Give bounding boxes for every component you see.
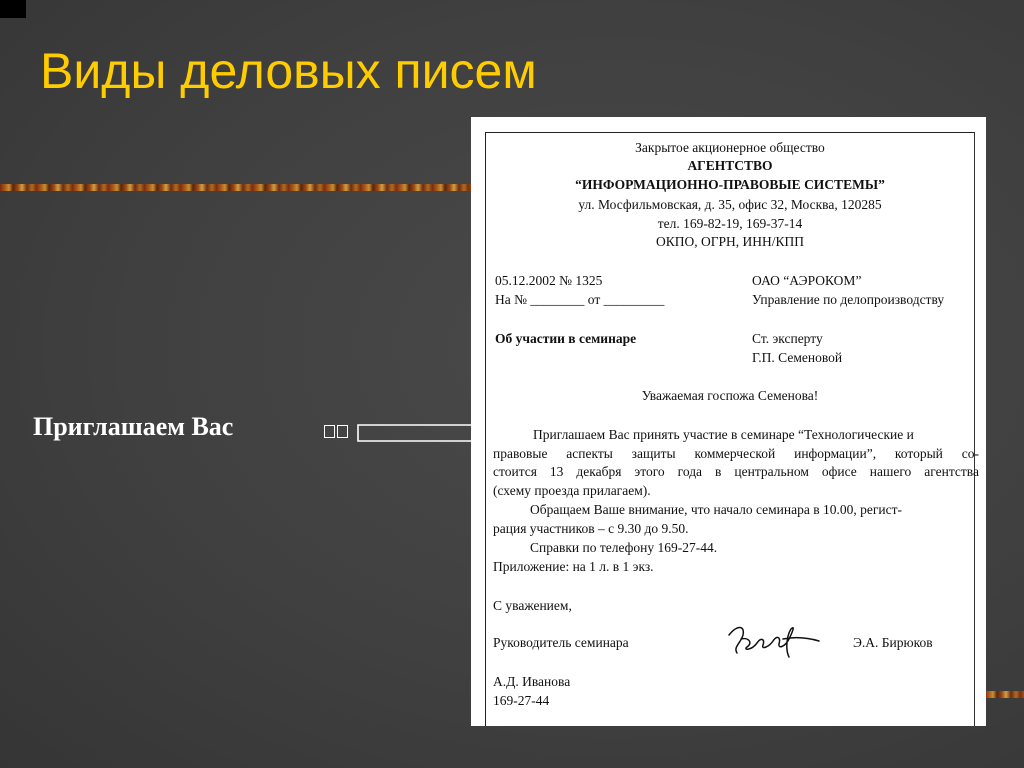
org-name-line-2: “ИНФОРМАЦИОННО-ПРАВОВЫЕ СИСТЕМЫ” [575,177,885,192]
decorative-band-bottom [984,691,1024,698]
addressee-org: ОАО “АЭРОКОМ” [752,273,862,288]
missing-glyph-icons [324,425,348,438]
handwritten-signature [723,617,823,661]
signer-name: Э.А. Бирюков [853,635,933,650]
body-line: (схему проезда прилагаем). [493,483,651,498]
date-number: 05.12.2002 № 1325 [495,273,603,288]
reference-line: На № ________ от _________ [495,292,665,307]
body-line: рация участников – с 9.30 до 9.50. [493,521,689,536]
invite-label: Приглашаем Вас [33,412,234,441]
body-line: стоится 13 декабря этого года в центральном офисе нашего агентства [493,464,979,479]
org-type: Закрытое акционерное общество [635,140,825,155]
body-line: Обращаем Ваше внимание, что начало семинара в 10.00, регист- [530,502,902,517]
letter-subject: Об участии в семинаре [495,331,637,346]
addressee-name: Г.П. Семеновой [752,350,843,365]
org-name-line-1: АГЕНТСТВО [687,158,773,173]
salutation: Уважаемая госпожа Семенова! [641,388,819,403]
org-phones: тел. 169-82-19, 169-37-14 [657,216,803,231]
attachment-line: Приложение: на 1 л. в 1 экз. [493,559,654,574]
corner-mark [0,0,26,18]
missing-glyph-icon [324,425,335,438]
decorative-band-top [0,184,480,191]
closing: С уважением, [493,598,572,613]
signer-position: Руководитель семинара [493,635,629,650]
org-address: ул. Мосфильмовская, д. 35, офис 32, Москва, 120285 [578,197,882,212]
body-line: Справки по телефону 169-27-44. [530,540,718,555]
addressee-position: Ст. эксперту [752,331,823,346]
body-line: правовые аспекты защиты коммерческой информации”, который со- [493,446,979,461]
addressee-department: Управление по делопроизводству [752,292,945,307]
slide-title: Виды деловых писем [40,43,537,99]
missing-glyph-icon [337,425,348,438]
executor-phone: 169-27-44 [493,693,550,708]
business-letter [471,117,986,726]
body-line: Приглашаем Вас принять участие в семинаре “Технологические и [533,427,914,442]
executor-name: А.Д. Иванова [493,674,571,689]
org-codes: ОКПО, ОГРН, ИНН/КПП [655,234,805,249]
